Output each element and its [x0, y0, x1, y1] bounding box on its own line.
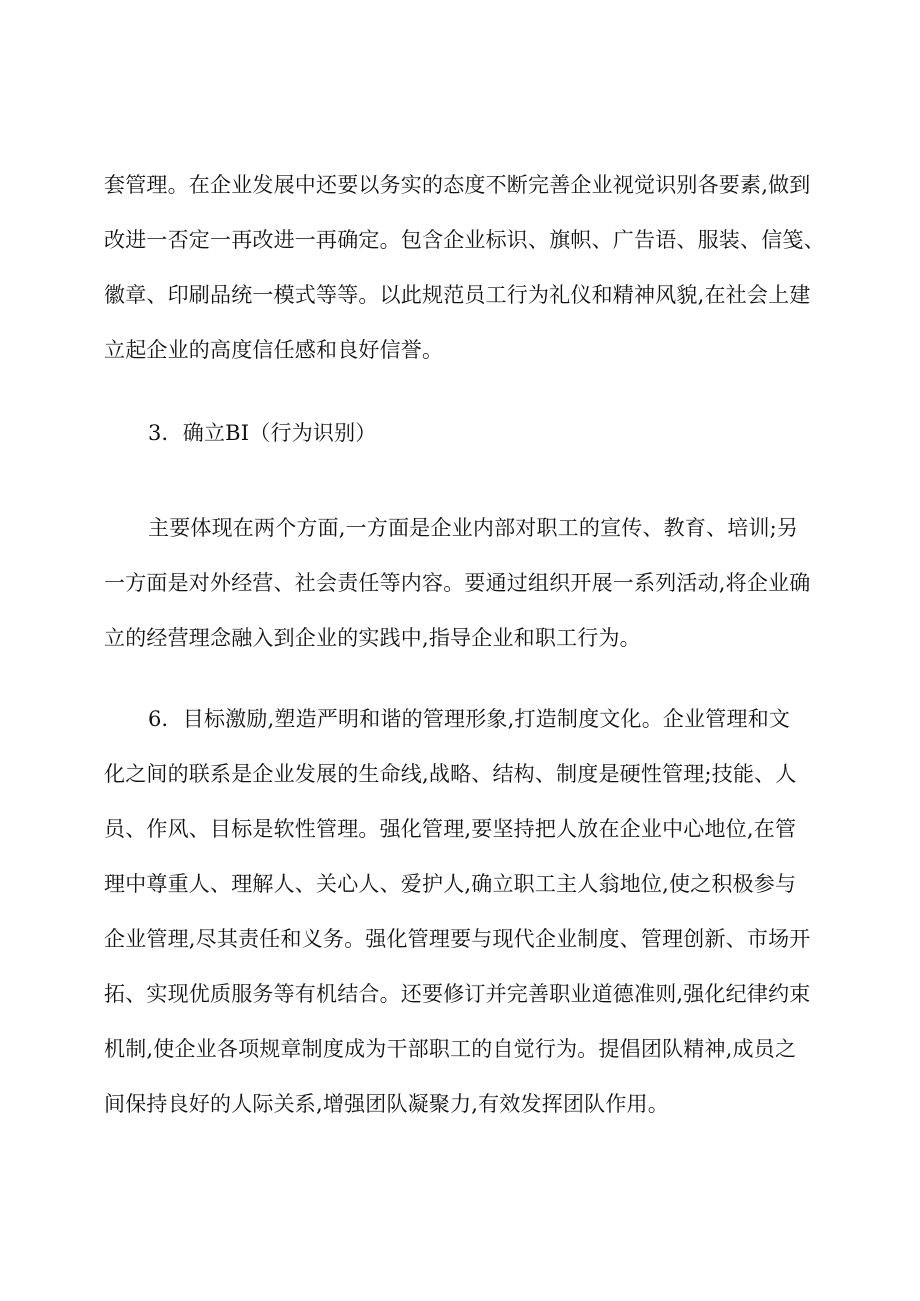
paragraph-3-line-6: 拓、实现优质服务等有机结合。还要修订并完善职业道德准则,强化纪律约束 — [104, 982, 811, 1006]
paragraph-2-line-2: 一方面是对外经营、社会责任等内容。要通过组织开展一系列活动,将企业确 — [104, 571, 811, 595]
paragraph-3-line-4: 理中尊重人、理解人、关心人、爱护人,确立职工主人翁地位,使之积极参与 — [104, 872, 797, 896]
paragraph-1-line-2: 改进一否定一再改进一再确定。包含企业标识、旗帜、广告语、服装、信笺、 — [104, 228, 825, 252]
paragraph-3-line-3: 员、作风、目标是软性管理。强化管理,要坚持把人放在企业中心地位,在管 — [104, 817, 797, 841]
paragraph-3-line-5: 企业管理,尽其责任和义务。强化管理要与现代企业制度、管理创新、市场开 — [104, 927, 811, 951]
paragraph-1-line-4: 立起企业的高度信任感和良好信誉。 — [104, 338, 444, 362]
paragraph-3-line-7: 机制,使企业各项规章制度成为干部职工的自觉行为。提倡团队精神,成员之 — [104, 1037, 797, 1061]
paragraph-3-line-1: 6．目标激励,塑造严明和谐的管理形象,打造制度文化。企业管理和文 — [148, 707, 791, 731]
paragraph-1-line-1: 套管理。在企业发展中还要以务实的态度不断完善企业视觉识别各要素,做到 — [104, 173, 811, 197]
paragraph-3-line-8: 间保持良好的人际关系,增强团队凝聚力,有效发挥团队作用。 — [104, 1092, 669, 1116]
section-heading-bi: 3．确立BI（行为识别） — [148, 421, 377, 445]
paragraph-2-line-1: 主要体现在两个方面,一方面是企业内部对职工的宣传、教育、培训;另 — [148, 516, 799, 540]
paragraph-2-line-3: 立的经营理念融入到企业的实践中,指导企业和职工行为。 — [104, 626, 641, 650]
paragraph-3-line-2: 化之间的联系是企业发展的生命线,战略、结构、制度是硬性管理;技能、人 — [104, 762, 797, 786]
paragraph-1-line-3: 徽章、印刷品统一模式等等。以此规范员工行为礼仪和精神风貌,在社会上建 — [104, 283, 811, 307]
